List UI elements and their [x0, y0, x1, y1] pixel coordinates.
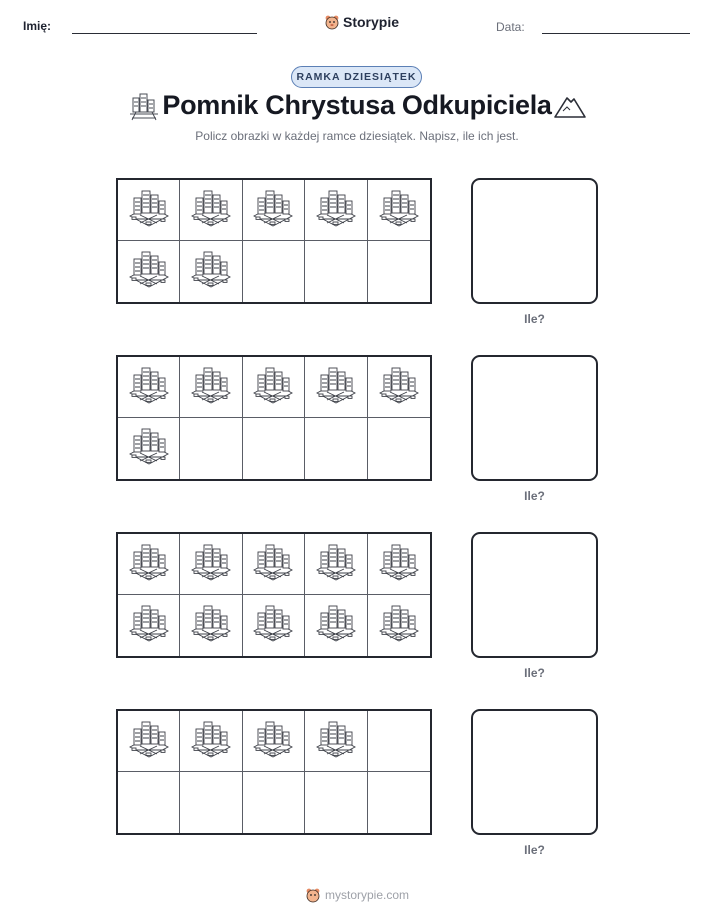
answer-prompt: Ile? [524, 489, 545, 503]
city-buildings-icon [127, 424, 171, 473]
city-buildings-icon [189, 363, 233, 412]
city-buildings-icon [251, 717, 295, 766]
ten-frame-cell [243, 357, 305, 418]
ten-frame-cell [368, 241, 430, 302]
city-buildings-icon [377, 363, 421, 412]
ten-frame-cell [368, 418, 430, 479]
instructions: Policz obrazki w każdej ramce dziesiątek. Napisz, ile ich jest. [195, 129, 519, 143]
ten-frame-cell [180, 241, 242, 302]
date-label: Data: [496, 20, 525, 34]
brand-logo [324, 14, 399, 30]
ten-frame-cell [368, 534, 430, 595]
ten-frame-cell [118, 534, 180, 595]
storypie-mascot-icon [324, 14, 340, 30]
ten-frame-cell [305, 595, 367, 656]
ten-frame-cell [118, 180, 180, 241]
ten-frame-cell [305, 418, 367, 479]
storypie-mascot-icon [305, 887, 321, 903]
ten-frame-cell [180, 418, 242, 479]
ten-frame-cell [305, 241, 367, 302]
city-buildings-icon [314, 601, 358, 650]
answer-box-1[interactable] [471, 178, 598, 304]
ten-frame-cell [368, 595, 430, 656]
city-buildings-icon [251, 186, 295, 235]
name-label: Imię: [23, 19, 52, 33]
ten-frame-1 [116, 178, 432, 304]
ten-frame-4 [116, 709, 432, 835]
footer [0, 887, 714, 903]
ten-frame-cell [305, 534, 367, 595]
city-buildings-icon [251, 363, 295, 412]
ten-frame-cell [368, 772, 430, 833]
city-buildings-icon [189, 717, 233, 766]
ten-frame-cell [243, 241, 305, 302]
city-buildings-icon [127, 540, 171, 589]
city-buildings-icon [251, 540, 295, 589]
city-buildings-icon [127, 363, 171, 412]
ten-frame-2 [116, 355, 432, 481]
ten-frame-cell [243, 772, 305, 833]
city-buildings-icon [377, 540, 421, 589]
ten-frame-cell [118, 418, 180, 479]
city-buildings-icon [189, 540, 233, 589]
ten-frame-cell [118, 357, 180, 418]
ten-frame-cell [180, 711, 242, 772]
answer-prompt: Ile? [524, 843, 545, 857]
ten-frame-cell [118, 241, 180, 302]
ten-frame-cell [180, 180, 242, 241]
city-buildings-icon [189, 601, 233, 650]
footer-url[interactable]: mystorypie.com [324, 888, 410, 902]
ten-frame-cell [180, 357, 242, 418]
city-buildings-icon [127, 247, 171, 296]
brand-name: Storypie [343, 14, 400, 30]
ten-frame-cell [180, 595, 242, 656]
city-buildings-icon [314, 186, 358, 235]
ten-frame-cell [243, 418, 305, 479]
ten-frame-cell [180, 772, 242, 833]
ten-frame-cell [305, 180, 367, 241]
date-line[interactable] [542, 33, 690, 34]
name-line[interactable] [72, 33, 257, 34]
city-buildings-icon [189, 186, 233, 235]
answer-prompt: Ile? [524, 666, 545, 680]
ten-frame-cell [243, 534, 305, 595]
ten-frame-cell [243, 595, 305, 656]
ten-frame-cell [305, 772, 367, 833]
city-buildings-icon [127, 717, 171, 766]
city-buildings-icon [314, 540, 358, 589]
mountain-icon [553, 93, 587, 121]
ten-frame-cell [180, 534, 242, 595]
ten-frame-cell [243, 180, 305, 241]
ten-frame-cell [118, 711, 180, 772]
ten-frame-cell [118, 595, 180, 656]
city-buildings-icon [127, 601, 171, 650]
city-buildings-icon [189, 247, 233, 296]
ten-frame-cell [368, 357, 430, 418]
answer-box-3[interactable] [471, 532, 598, 658]
city-buildings-icon [314, 717, 358, 766]
city-buildings-icon [314, 363, 358, 412]
ten-frame-cell [368, 711, 430, 772]
worksheet-type-badge: RAMKA DZIESIĄTEK [291, 66, 422, 88]
city-buildings-icon [377, 601, 421, 650]
answer-prompt: Ile? [524, 312, 545, 326]
city-buildings-icon [127, 186, 171, 235]
ten-frame-cell [118, 772, 180, 833]
ten-frame-cell [305, 711, 367, 772]
ten-frame-cell [243, 711, 305, 772]
ten-frame-cell [305, 357, 367, 418]
city-buildings-icon [251, 601, 295, 650]
answer-box-4[interactable] [471, 709, 598, 835]
ten-frame-cell [368, 180, 430, 241]
page-title: Pomnik Chrystusa Odkupiciela [162, 90, 552, 120]
city-buildings-icon [377, 186, 421, 235]
answer-box-2[interactable] [471, 355, 598, 481]
ten-frame-3 [116, 532, 432, 658]
